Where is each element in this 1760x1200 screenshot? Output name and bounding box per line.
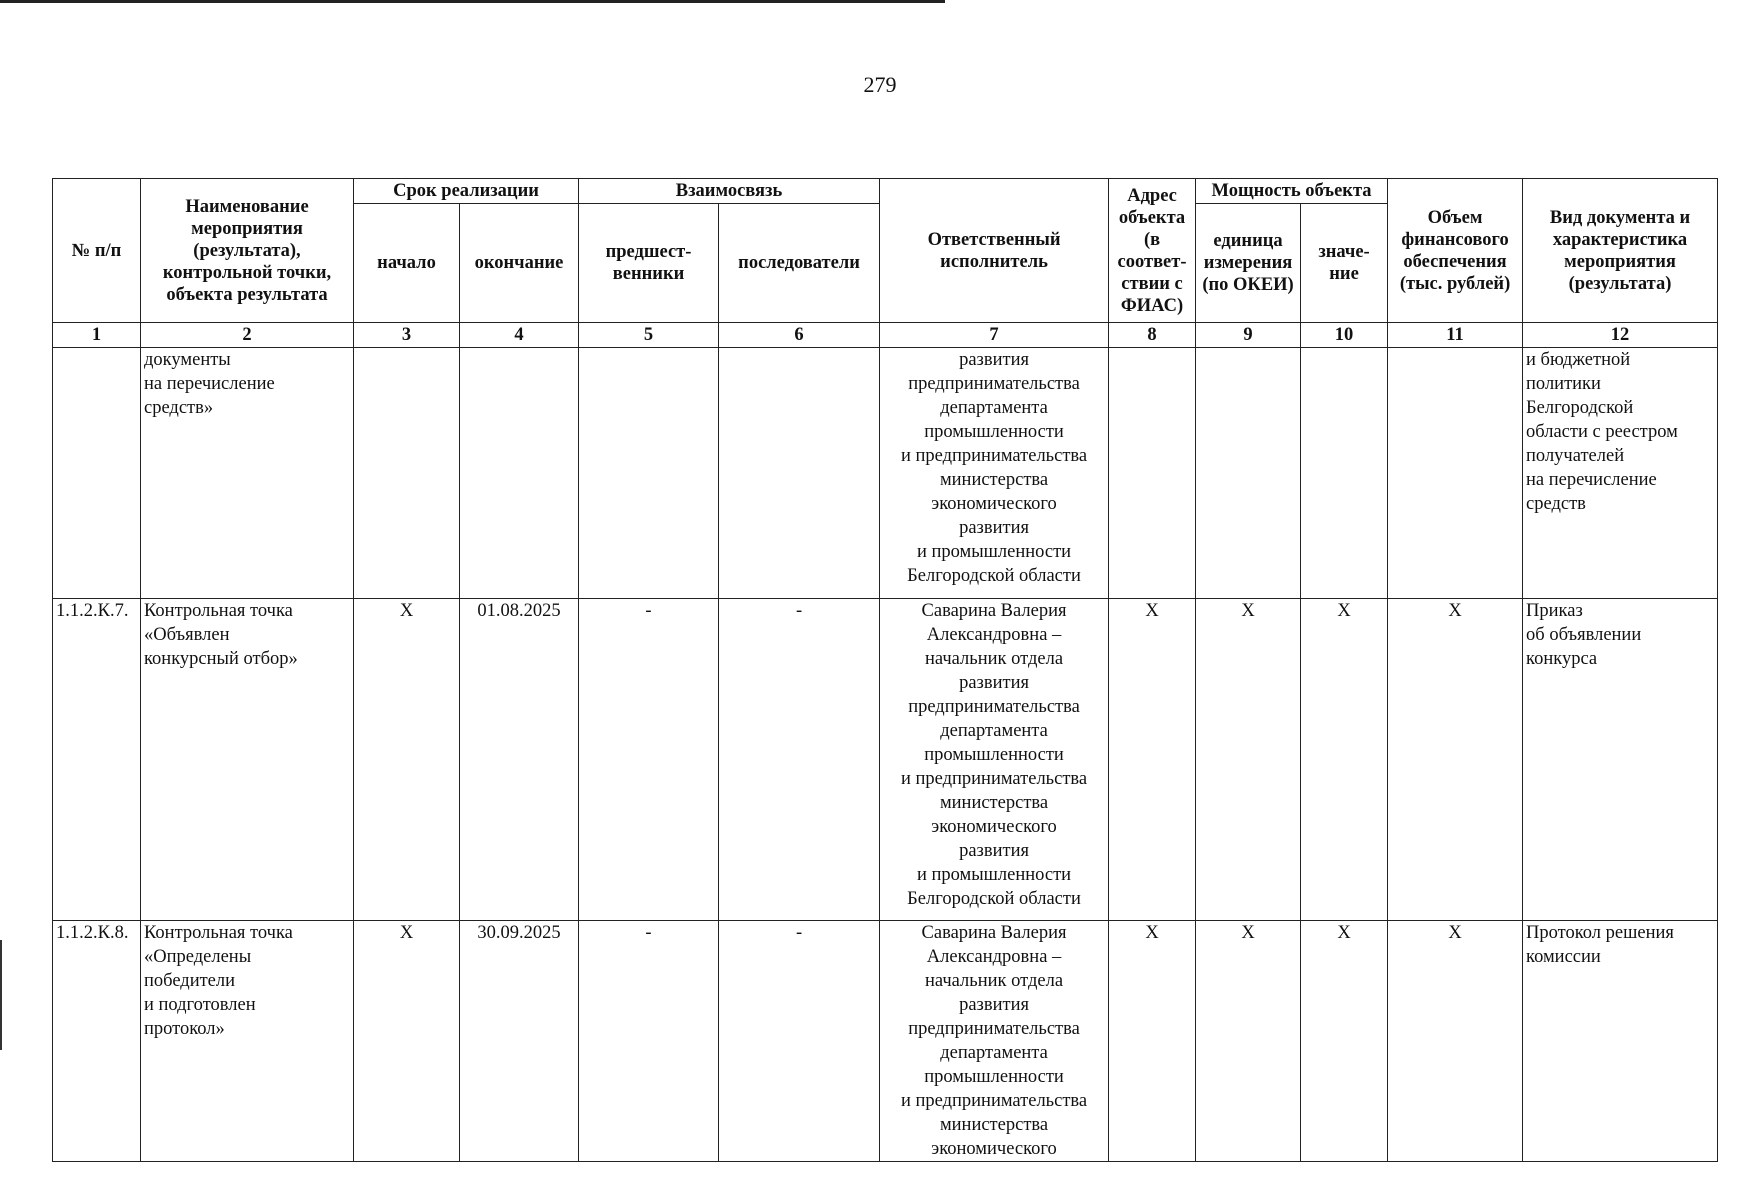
column-number: 9	[1196, 323, 1301, 348]
column-number: 3	[354, 323, 460, 348]
header-value: значе-ние	[1301, 204, 1388, 323]
text-line: развития	[959, 518, 1029, 538]
top-rule	[0, 0, 945, 3]
text-line: Саварина Валерия	[921, 601, 1067, 621]
text-line: политики	[1526, 374, 1601, 394]
header-name: Наименование мероприятия (результата), контрольной точки, объекта результата	[141, 179, 354, 323]
margin-mark	[0, 940, 2, 1050]
text-line: Белгородской области	[907, 566, 1081, 586]
text-line: и промышленности	[916, 542, 1072, 562]
row-number: 1.1.2.К.8.	[53, 921, 141, 1162]
header-start: начало	[354, 204, 460, 323]
table-row	[53, 921, 1718, 1162]
text-line: конкурса	[1526, 649, 1598, 669]
row-name	[141, 348, 354, 599]
text-line: и предпринимательства	[900, 769, 1088, 789]
header-number: № п/п	[53, 179, 141, 323]
text-line: Приказ	[1526, 601, 1583, 621]
column-number: 5	[579, 323, 719, 348]
row-number	[53, 348, 141, 599]
row-successors	[719, 348, 880, 599]
text-line: об объявлении	[1526, 625, 1642, 645]
text-line: развития	[959, 350, 1029, 370]
header-address: Адрес объекта (в соответ-ствии с ФИАС)	[1109, 179, 1196, 323]
row-name	[141, 921, 354, 1162]
column-number: 8	[1109, 323, 1196, 348]
text-line: Александровна –	[926, 625, 1062, 645]
text-line: Контрольная точка	[144, 601, 293, 621]
column-number-row	[53, 323, 1718, 348]
text-line: Протокол решения	[1526, 923, 1674, 943]
column-number: 11	[1388, 323, 1523, 348]
text-line: предпринимательства	[908, 697, 1080, 717]
text-line: средств	[1526, 494, 1586, 514]
text-line: начальник отдела	[925, 649, 1064, 669]
text-line: протокол»	[144, 1019, 225, 1039]
row-responsible	[880, 599, 1109, 921]
header-capacity-group: Мощность объекта	[1196, 179, 1388, 204]
text-line: получателей	[1526, 446, 1625, 466]
text-line: на перечисление	[1526, 470, 1657, 490]
column-number: 1	[53, 323, 141, 348]
row-number: 1.1.2.К.7.	[53, 599, 141, 921]
text-line: предпринимательства	[908, 374, 1080, 394]
table-header	[53, 179, 1718, 348]
text-line: и предпринимательства	[900, 446, 1088, 466]
text-line: Александровна –	[926, 947, 1062, 967]
row-document	[1523, 921, 1718, 1162]
row-finance	[1388, 348, 1523, 599]
row-finance: X	[1388, 599, 1523, 921]
text-line: экономического	[931, 817, 1057, 837]
row-name	[141, 599, 354, 921]
row-predecessors	[579, 348, 719, 599]
text-line: министерства	[939, 1115, 1049, 1135]
text-line: победители	[144, 971, 236, 991]
row-unit: X	[1196, 599, 1301, 921]
activities-table	[52, 178, 1718, 1162]
page-number: 279	[863, 72, 897, 97]
row-start	[354, 348, 460, 599]
text-line: «Определены	[144, 947, 252, 967]
row-end: 01.08.2025	[460, 599, 579, 921]
row-unit: X	[1196, 921, 1301, 1162]
row-end: 30.09.2025	[460, 921, 579, 1162]
text-line: Саварина Валерия	[921, 923, 1067, 943]
header-finance: Объем финансового обеспечения (тыс. рублей)	[1388, 179, 1523, 323]
text-line: экономического	[931, 494, 1057, 514]
row-finance: X	[1388, 921, 1523, 1162]
row-document	[1523, 348, 1718, 599]
text-line: и бюджетной	[1526, 350, 1631, 370]
row-address: X	[1109, 599, 1196, 921]
row-predecessors: -	[579, 921, 719, 1162]
text-line: средств»	[144, 398, 214, 418]
row-start: X	[354, 599, 460, 921]
column-number: 6	[719, 323, 880, 348]
header-link-group: Взаимосвязь	[579, 179, 880, 204]
text-line: начальник отдела	[925, 971, 1064, 991]
row-document	[1523, 599, 1718, 921]
text-line: Белгородской области	[907, 889, 1081, 909]
row-value	[1301, 348, 1388, 599]
text-line: предпринимательства	[908, 1019, 1080, 1039]
text-line: промышленности	[924, 1067, 1064, 1087]
header-predecessors: предшест-венники	[579, 204, 719, 323]
column-number: 12	[1523, 323, 1718, 348]
header-successors: последователи	[719, 204, 880, 323]
text-line: департамента	[940, 721, 1048, 741]
text-line: Белгородской	[1526, 398, 1634, 418]
column-number: 2	[141, 323, 354, 348]
text-line: и промышленности	[916, 865, 1072, 885]
column-number: 4	[460, 323, 579, 348]
text-line: документы	[144, 350, 231, 370]
header-responsible: Ответственный исполнитель	[880, 179, 1109, 323]
text-line: министерства	[939, 793, 1049, 813]
text-line: Контрольная точка	[144, 923, 293, 943]
row-successors: -	[719, 599, 880, 921]
row-address	[1109, 348, 1196, 599]
text-line: министерства	[939, 470, 1049, 490]
header-unit: единица измерения (по ОКЕИ)	[1196, 204, 1301, 323]
text-line: промышленности	[924, 422, 1064, 442]
header-end: окончание	[460, 204, 579, 323]
row-address: X	[1109, 921, 1196, 1162]
table-row	[53, 348, 1718, 599]
header-term-group: Срок реализации	[354, 179, 579, 204]
table-row	[53, 599, 1718, 921]
text-line: конкурсный отбор»	[144, 649, 298, 669]
row-predecessors: -	[579, 599, 719, 921]
text-line: департамента	[940, 1043, 1048, 1063]
text-line: области с реестром	[1526, 422, 1678, 442]
row-value: X	[1301, 921, 1388, 1162]
text-line: развития	[959, 841, 1029, 861]
text-line: департамента	[940, 398, 1048, 418]
header-document: Вид документа и характеристика мероприятия (результата)	[1523, 179, 1718, 323]
text-line: «Объявлен	[144, 625, 230, 645]
row-value: X	[1301, 599, 1388, 921]
text-line: на перечисление	[144, 374, 275, 394]
row-end	[460, 348, 579, 599]
row-unit	[1196, 348, 1301, 599]
text-line: и подготовлен	[144, 995, 256, 1015]
text-line: промышленности	[924, 745, 1064, 765]
row-start: X	[354, 921, 460, 1162]
text-line: развития	[959, 673, 1029, 693]
text-line: и предпринимательства	[900, 1091, 1088, 1111]
column-number: 10	[1301, 323, 1388, 348]
row-successors: -	[719, 921, 880, 1162]
text-line: экономического	[931, 1139, 1057, 1159]
row-responsible	[880, 921, 1109, 1162]
text-line: комиссии	[1526, 947, 1601, 967]
text-line: развития	[959, 995, 1029, 1015]
row-responsible	[880, 348, 1109, 599]
column-number: 7	[880, 323, 1109, 348]
